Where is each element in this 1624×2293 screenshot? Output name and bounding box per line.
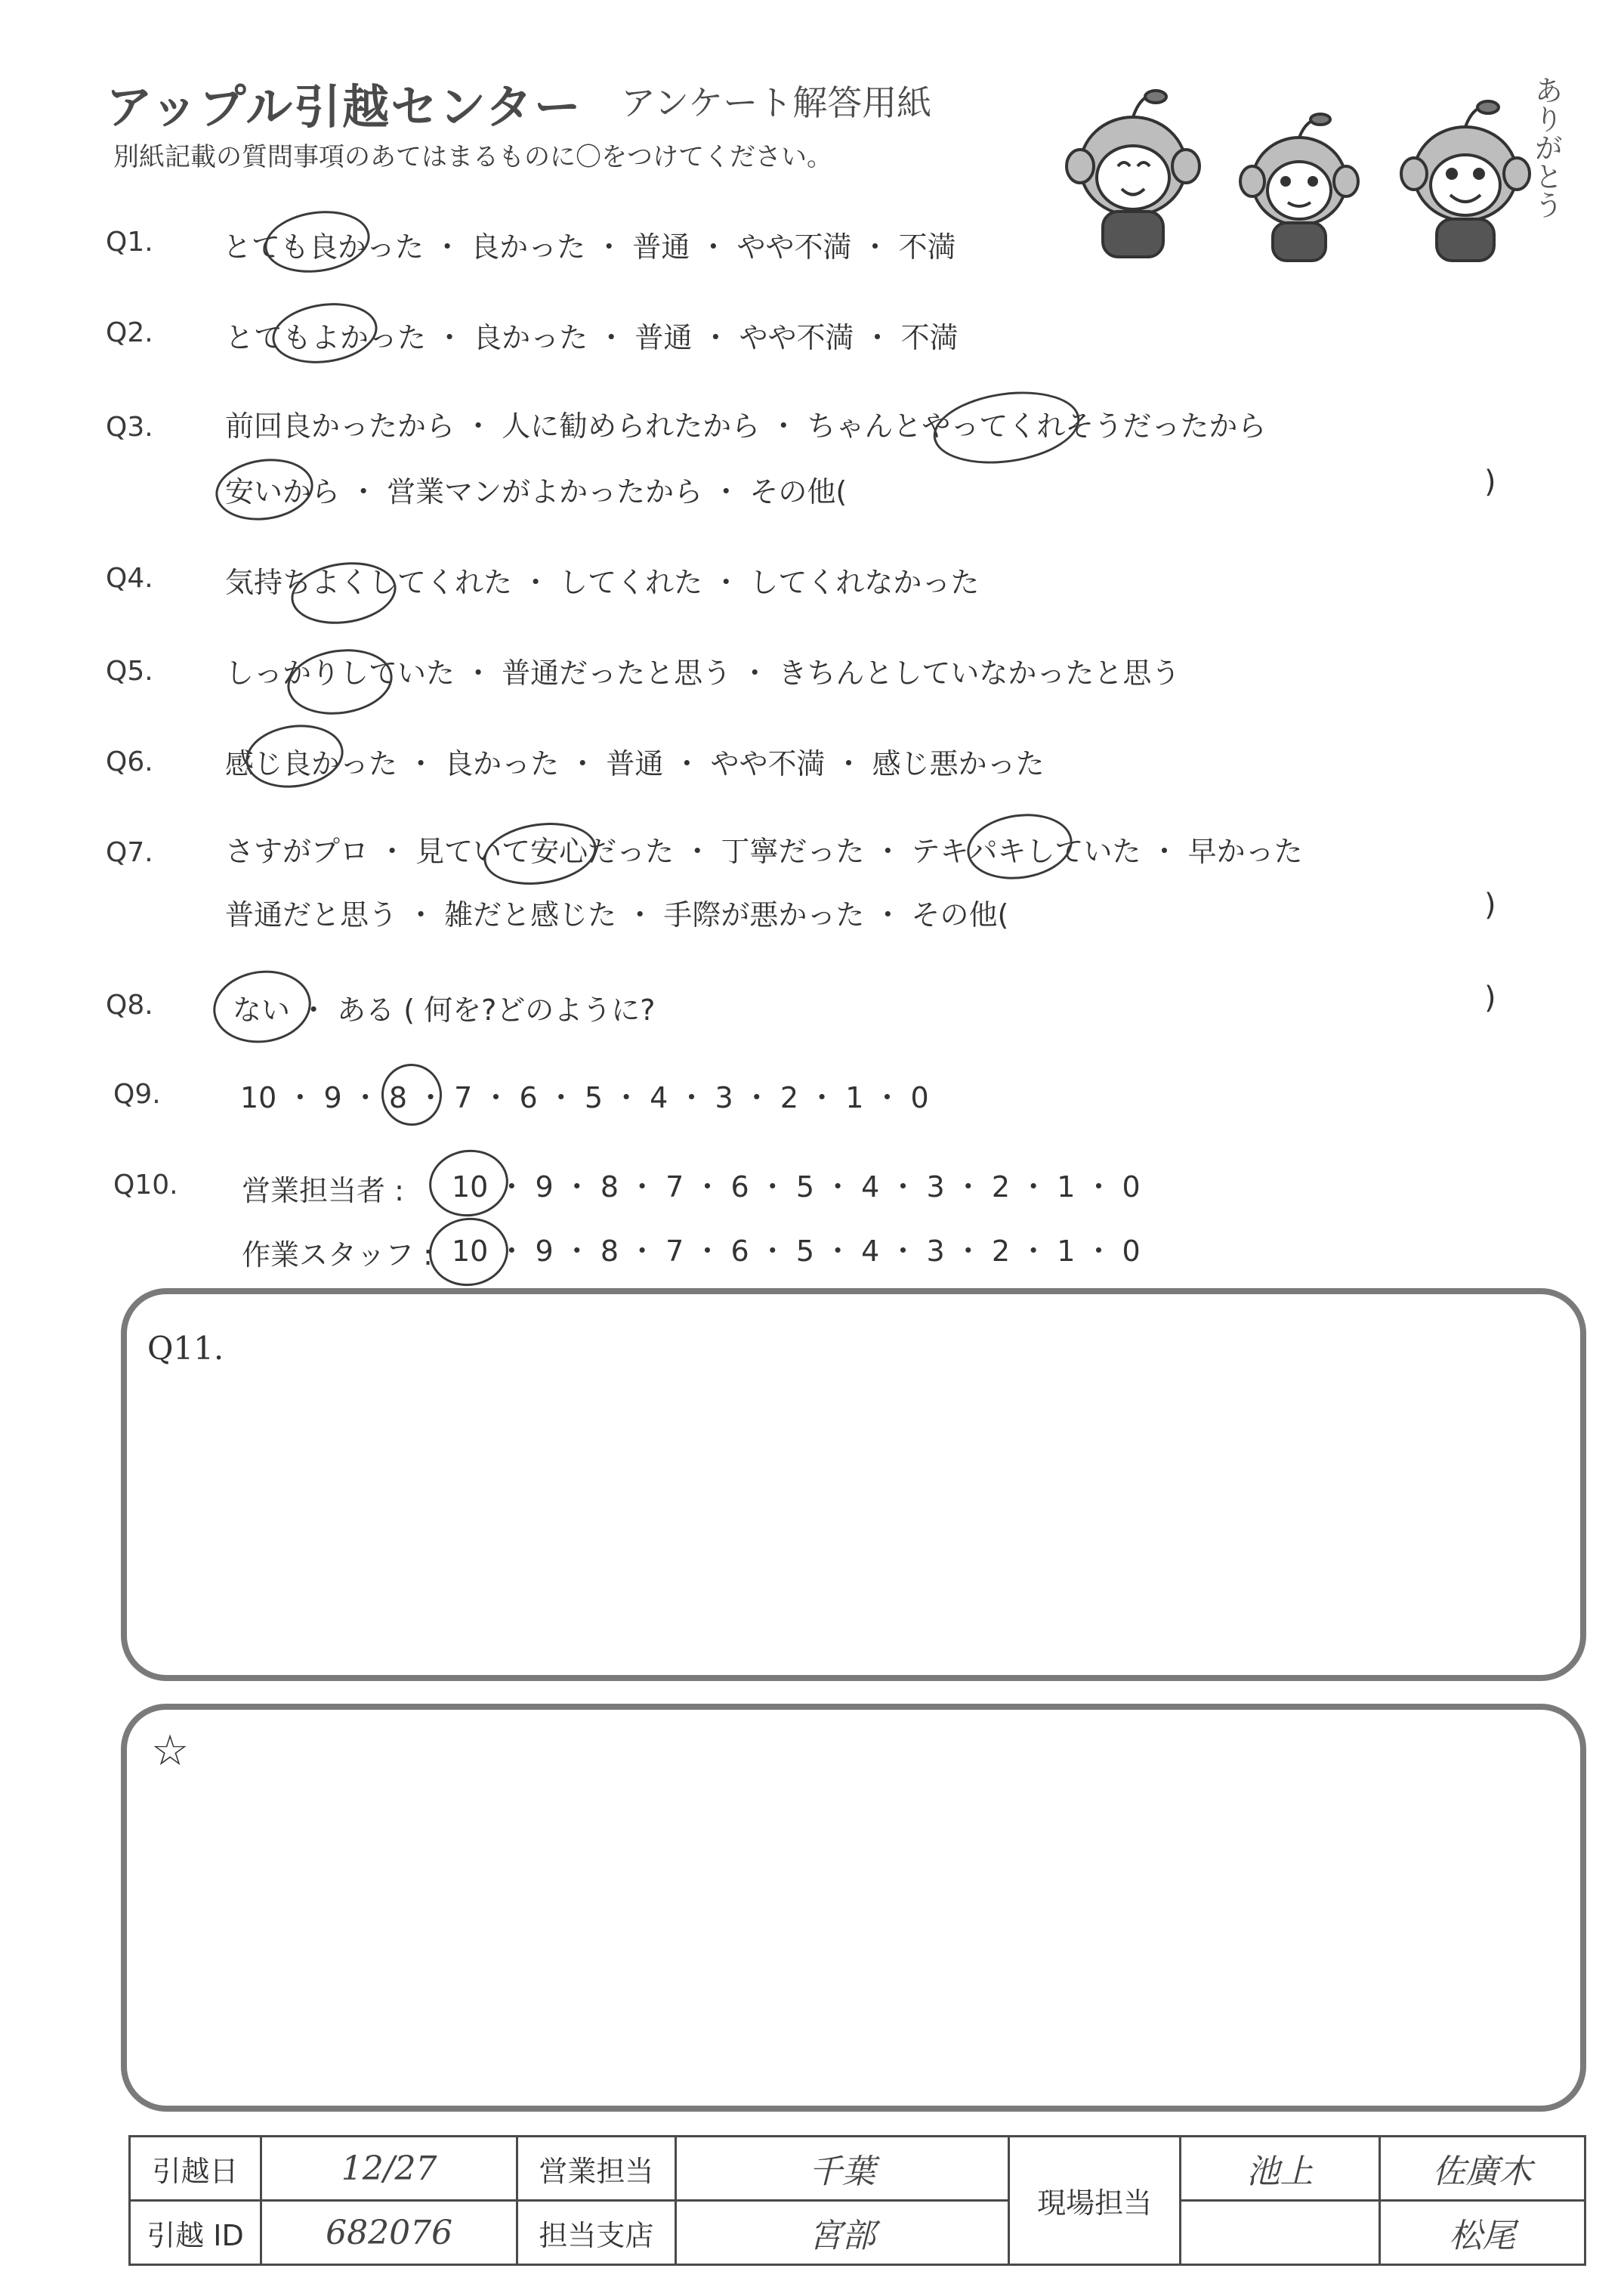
q3-options-line1[interactable]: 前回良かったから ・ 人に勧められたから ・ ちゃんとやってくれそうだったから (225, 409, 1267, 443)
q7-options-line2[interactable]: 普通だと思う ・ 雑だと感じた ・ 手際が悪かった ・ その他( (225, 898, 1009, 932)
staff2-value[interactable]: 松尾 (1379, 2201, 1585, 2265)
staff1-value[interactable]: 佐廣木 (1379, 2137, 1585, 2201)
star-comment-box[interactable] (121, 1704, 1586, 2112)
q3-close-paren: ) (1484, 465, 1496, 499)
q8-options[interactable]: ない ・ ある ( 何を?どのように? (233, 994, 656, 1027)
monkey-icon (1401, 101, 1530, 261)
answer-circle (378, 1060, 446, 1130)
q8-number: Q8. (106, 990, 153, 1021)
form-subtitle: アンケート解答用紙 (621, 82, 932, 123)
q7-number: Q7. (106, 837, 153, 868)
q1-options[interactable]: とても良かった ・ 良かった ・ 普通 ・ やや不満 ・ 不満 (223, 230, 956, 264)
q10-number: Q10. (113, 1170, 178, 1201)
answer-circle (242, 718, 347, 793)
branch-label: 担当支店 (517, 2201, 675, 2265)
monkey-icon (1067, 91, 1199, 257)
q1-number: Q1. (106, 227, 153, 258)
site-rep-value[interactable]: 池上 (1181, 2137, 1379, 2201)
q11-comment-box[interactable] (121, 1288, 1586, 1681)
answer-circle (929, 383, 1085, 472)
q10-sales-label: 営業担当者 : (242, 1174, 404, 1207)
moving-id-value[interactable]: 682076 (261, 2201, 517, 2265)
q10-staff-label: 作業スタッフ : (242, 1238, 433, 1272)
q4-number: Q4. (106, 563, 153, 594)
q2-number: Q2. (106, 317, 153, 348)
monkey-illustration (1042, 68, 1571, 272)
q10-staff-scale[interactable]: 10 ・ 9 ・ 8 ・ 7 ・ 6 ・ 5 ・ 4 ・ 3 ・ 2 ・ 1 ・ 0 (452, 1235, 1141, 1268)
answer-circle (425, 1145, 512, 1222)
answer-circle (268, 297, 381, 370)
sales-rep-label: 営業担当 (517, 2137, 675, 2201)
answer-circle (480, 816, 601, 892)
star-icon: ☆ (151, 1726, 190, 1775)
answer-circle (261, 205, 374, 280)
info-table (128, 2135, 1586, 2266)
q9-scale[interactable]: 10 ・ 9 ・ 8 ・ 7 ・ 6 ・ 5 ・ 4 ・ 3 ・ 2 ・ 1 ・ 0 (240, 1081, 929, 1114)
thanks-text: ありがとう (1530, 76, 1563, 219)
q9-number: Q9. (113, 1079, 161, 1110)
q8-close-paren: ) (1484, 981, 1496, 1015)
moving-date-label: 引越日 (130, 2137, 261, 2201)
q4-options[interactable]: 気持ちよくしてくれた ・ してくれた ・ してくれなかった (225, 566, 980, 599)
q3-options-line2[interactable]: 安いから ・ 営業マンがよかったから ・ その他( (225, 475, 848, 508)
q7-close-paren: ) (1484, 888, 1496, 922)
answer-circle (211, 453, 317, 526)
monkey-icon (1240, 114, 1358, 261)
answer-circle (208, 964, 316, 1049)
instruction-text: 別紙記載の質問事項のあてはまるものに〇をつけてください。 (113, 142, 832, 172)
answer-circle (963, 808, 1076, 886)
moving-date-value[interactable]: 12/27 (261, 2137, 517, 2201)
q7-options-line1[interactable]: さすがプロ ・ 見ていて安心だった ・ 丁寧だった ・ テキパキしていた ・ 早かった (225, 835, 1303, 868)
q3-number: Q3. (106, 412, 153, 443)
moving-id-label: 引越 ID (130, 2201, 261, 2265)
sales-rep-value[interactable]: 千葉 (675, 2137, 1009, 2201)
q2-options[interactable]: とてもよかった ・ 良かった ・ 普通 ・ やや不満 ・ 不満 (225, 321, 959, 354)
q11-label: Q11. (147, 1330, 224, 1367)
answer-circle (425, 1213, 513, 1291)
site-rep-label: 現場担当 (1009, 2137, 1181, 2265)
form-title: アップル引越センター (106, 79, 582, 134)
q5-options[interactable]: しっかりしていた ・ 普通だったと思う ・ きちんとしていなかったと思う (225, 657, 1181, 690)
q10-sales-scale[interactable]: 10 ・ 9 ・ 8 ・ 7 ・ 6 ・ 5 ・ 4 ・ 3 ・ 2 ・ 1 ・ 0 (452, 1170, 1141, 1204)
q6-options[interactable]: 感じ良かった ・ 良かった ・ 普通 ・ やや不満 ・ 感じ悪かった (225, 747, 1045, 780)
branch-value[interactable]: 宮部 (675, 2201, 1009, 2265)
q5-number: Q5. (106, 656, 153, 687)
q6-number: Q6. (106, 746, 153, 777)
site-rep-extra[interactable] (1181, 2201, 1379, 2265)
